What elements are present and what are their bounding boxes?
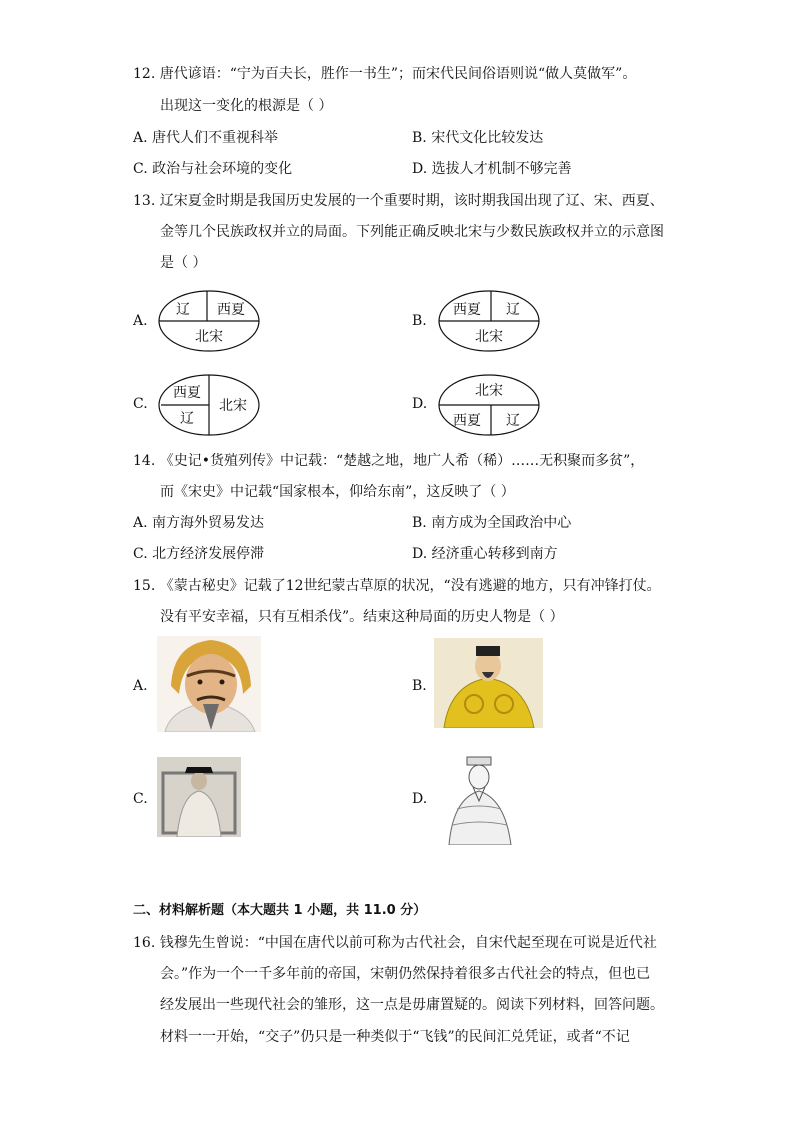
q13-diagram-a[interactable]: [157, 289, 261, 353]
diagram-d-beisong: 北宋: [475, 383, 503, 399]
q12-option-b[interactable]: B. 宋代文化比较发达: [412, 130, 544, 146]
portrait-emperor-yellow-robe-image[interactable]: [434, 638, 543, 728]
q12-stem-line1: 12. 唐代谚语：“宁为百夫长，胜作一书生”；而宋代民间俗语则说“做人莫做军”。: [133, 66, 637, 82]
q14-option-d[interactable]: D. 经济重心转移到南方: [412, 546, 558, 562]
q15-option-d-label[interactable]: D.: [412, 791, 428, 807]
q12-option-c[interactable]: C. 政治与社会环境的变化: [133, 161, 293, 177]
q15-option-c-label[interactable]: C.: [133, 791, 148, 807]
q14-stem-line2: 而《宋史》中记载“国家根本，仰给东南”，这反映了（ ）: [160, 484, 515, 500]
portrait-genghis-khan-image[interactable]: [157, 636, 261, 732]
q15-option-b-label[interactable]: B.: [412, 678, 427, 694]
q14-stem-line1: 14. 《史记•货殖列传》中记载：“楚越之地，地广人希（稀）……无积聚而多贫”，: [133, 453, 645, 469]
diagram-d-liao: 辽: [506, 413, 520, 429]
diagram-b-xixia: 西夏: [453, 302, 481, 318]
q14-option-c[interactable]: C. 北方经济发展停滞: [133, 546, 265, 562]
diagram-a-xixia: 西夏: [217, 302, 245, 318]
q15-option-a-label[interactable]: A.: [133, 678, 148, 694]
q13-stem-line1: 13. 辽宋夏金时期是我国历史发展的一个重要时期，该时期我国出现了辽、宋、西夏、: [133, 193, 664, 209]
q12-option-d[interactable]: D. 选拔人才机制不够完善: [412, 161, 572, 177]
q13-option-b-label[interactable]: B.: [412, 313, 427, 329]
q13-diagram-c[interactable]: [157, 373, 261, 437]
q16-stem-line3: 经发展出一些现代社会的雏形，这一点是毋庸置疑的。阅读下列材料，回答问题。: [160, 997, 664, 1013]
q16-material-1: 材料一一开始，“交子”仍只是一种类似于“飞钱”的民间汇兑凭证，或者“不记: [160, 1029, 630, 1045]
q12-stem-line2: 出现这一变化的根源是（ ）: [160, 98, 333, 114]
q13-stem-line2: 金等几个民族政权并立的局面。下列能正确反映北宋与少数民族政权并立的示意图: [160, 224, 664, 240]
q16-stem-line2: 会。”作为一个一千多年前的帝国，宋朝仍然保持着很多古代社会的特点，但也已: [160, 966, 651, 982]
diagram-b-liao: 辽: [506, 302, 520, 318]
q16-stem-line1: 16. 钱穆先生曾说：“中国在唐代以前可称为古代社会，自宋代起至现在可说是近代社: [133, 935, 657, 951]
diagram-d-xixia: 西夏: [453, 413, 481, 429]
q13-diagram-b[interactable]: [437, 289, 541, 353]
q13-stem-line3: 是（ ）: [160, 255, 207, 271]
portrait-emperor-sketch-image[interactable]: [433, 749, 523, 845]
q13-option-d-label[interactable]: D.: [412, 396, 428, 412]
diagram-c-liao: 辽: [180, 411, 194, 427]
q14-option-a[interactable]: A. 南方海外贸易发达: [133, 515, 265, 531]
diagram-b-beisong: 北宋: [475, 329, 503, 345]
portrait-seated-official-image[interactable]: [157, 757, 241, 837]
diagram-a-liao: 辽: [176, 302, 190, 318]
q15-stem-line1: 15. 《蒙古秘史》记载了12世纪蒙古草原的状况，“没有逃避的地方，只有冲锋打仗。: [133, 578, 661, 594]
q14-option-b[interactable]: B. 南方成为全国政治中心: [412, 515, 572, 531]
q13-option-a-label[interactable]: A.: [133, 313, 148, 329]
section-2-title: 二、材料解析题（本大题共 1 小题，共 11.0 分）: [133, 903, 427, 918]
q13-option-c-label[interactable]: C.: [133, 396, 148, 412]
diagram-c-xixia: 西夏: [173, 385, 201, 401]
diagram-c-beisong: 北宋: [219, 398, 247, 414]
diagram-a-beisong: 北宋: [195, 329, 223, 345]
q15-stem-line2: 没有平安幸福，只有互相杀伐”。结束这种局面的历史人物是（ ）: [160, 609, 564, 625]
q13-diagram-d[interactable]: [437, 373, 541, 437]
q12-option-a[interactable]: A. 唐代人们不重视科举: [133, 130, 279, 146]
